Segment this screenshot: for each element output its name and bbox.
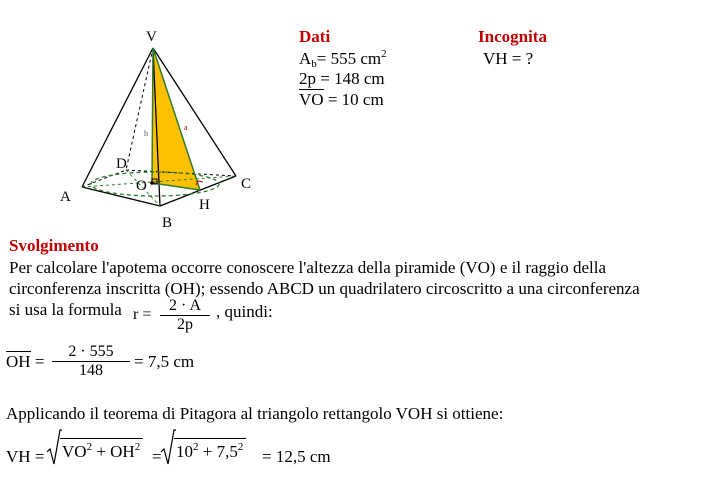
height-vo xyxy=(152,48,153,183)
vh-label: VH = xyxy=(6,447,45,466)
oh-fraction: $\frac{2 \cdot 555}{148}$ xyxy=(52,343,130,380)
label-h-small: h xyxy=(144,129,148,138)
vh-result: = 12,5 cm xyxy=(262,447,331,466)
label-v: V xyxy=(146,29,157,45)
label-h: H xyxy=(199,197,210,213)
label-o: O xyxy=(136,178,147,194)
dati-title: Dati xyxy=(299,27,331,46)
svolgimento-line2: circonferenza inscritta (OH); essendo ABCD un quadrilatero circoscritto a una circonferenza xyxy=(9,279,640,298)
label-d: D xyxy=(116,156,127,172)
pitagora-text: Applicando il teorema di Pitagora al triangolo rettangolo VOH si ottiene: xyxy=(6,404,504,423)
svolgimento-line3: si usa la formula xyxy=(9,300,122,319)
label-a: A xyxy=(60,189,71,205)
radicand-2: $10^2 + 7,5^2$ xyxy=(174,438,246,462)
incognita-text: VH = ? xyxy=(483,49,534,68)
incognita-title: Incognita xyxy=(478,27,547,46)
formula-fraction: $\frac{2 \cdot A}{2p}$ xyxy=(160,297,210,334)
dati-perimeter: 2p = 148 cm xyxy=(299,69,385,88)
dati-vo: VO = 10 cm xyxy=(299,90,384,109)
pyramid-figure xyxy=(0,0,290,240)
oh-result: = 7,5 cm xyxy=(134,352,195,371)
svolgimento-line1: Per calcolare l'apotema occorre conoscere l'altezza della piramide (VO) e il raggio della xyxy=(9,258,607,277)
oh-label: OH = xyxy=(6,352,45,371)
svolgimento-title: Svolgimento xyxy=(9,236,99,255)
label-c: C xyxy=(241,176,252,192)
formula-r: r = xyxy=(133,306,152,323)
svolgimento-line3-post: , quindi: xyxy=(216,302,273,321)
eq-2: = xyxy=(152,447,162,466)
radicand-1: $VO^2 + OH^2$ xyxy=(60,438,143,462)
label-b: B xyxy=(162,215,173,231)
dati-area: $A_b= 555$ $cm^2$ xyxy=(299,48,387,70)
label-a-small: a xyxy=(184,123,188,132)
